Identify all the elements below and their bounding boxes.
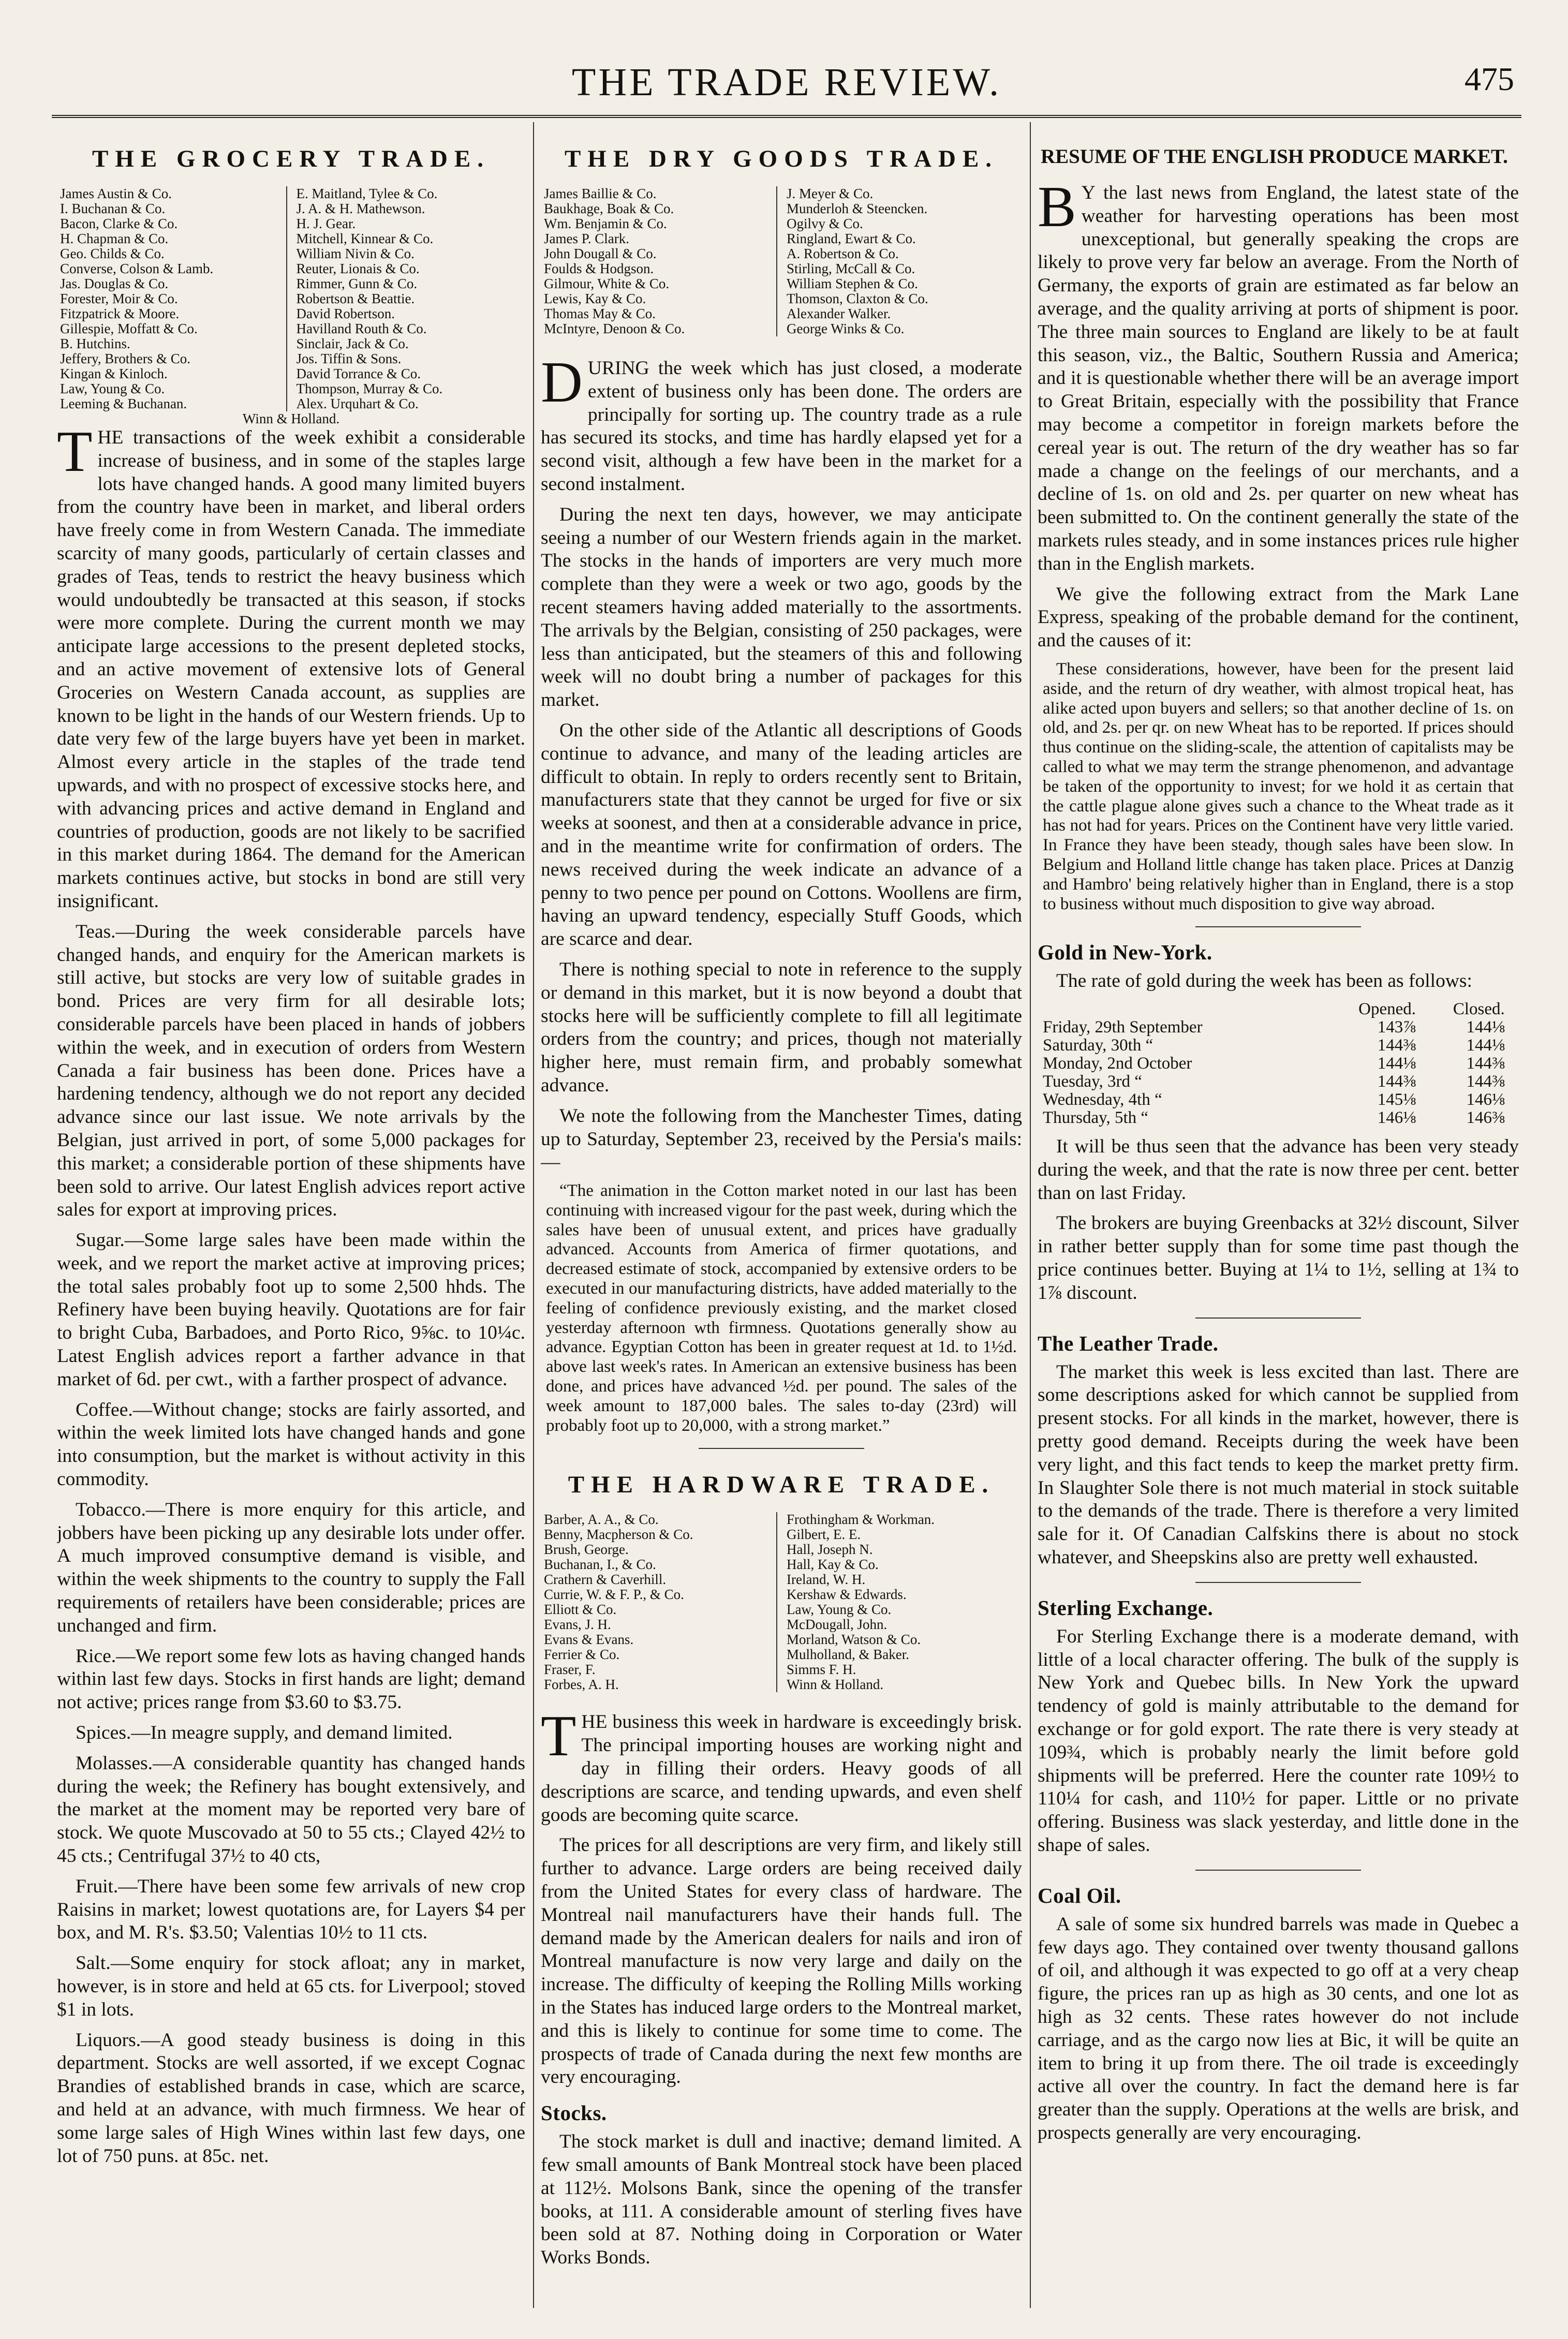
- hardware-firm-list: [544, 1512, 1019, 1692]
- firm-name-list: [776, 1512, 1019, 1692]
- column-2: [541, 122, 1022, 2308]
- coal-oil-heading: Coal Oil.: [1038, 1883, 1121, 1907]
- firm-name-list: [286, 186, 523, 411]
- table-row: [1043, 1018, 1505, 1037]
- firm-name: Crathern & Caverhill.: [544, 1572, 667, 1588]
- gold-closed-rate: 144⅜: [1466, 1072, 1505, 1091]
- sterling-heading: Sterling Exchange.: [1038, 1595, 1214, 1620]
- gold-closed-rate: 146⅜: [1466, 1108, 1505, 1128]
- firm-name: Leeming & Buchanan.: [60, 396, 187, 411]
- firm-name: Ringland, Ewart & Co.: [787, 231, 916, 246]
- firm-name: Elliott & Co.: [544, 1602, 617, 1618]
- produce-intro: B Y the last news from England, the latest state of the weather for harvesting operations has been most unexceptional, but generally speaking the crops are likely to prove very far below an average. From the North of Germany, the exports of grain are estimated as far below an average, and the quality arriving at ports of shipment is poor. The three main sources to England are likely to be at fault this season, viz., the Baltic, Southern Russia and America; and it is questionable whether there will be an average import to Great Britain, especially with the possibility that France may become a competitor in foreign markets before the cereal year is out. The return of the dry weather has so far made a change on the feelings of our merchants, and a decline of 1s. on old and 2s. per quarter on new wheat has been submitted to. On the continent generally the state of the markets rules steady, and in some instances prices rule higher than in the English markets.: [1038, 175, 1519, 574]
- gold-heading: Gold in New-York.: [1038, 940, 1212, 965]
- firm-name: Frothingham & Workman.: [787, 1512, 935, 1528]
- firm-name: Thompson, Murray & Co.: [296, 381, 443, 396]
- firm-name: McDougall, John.: [787, 1617, 887, 1633]
- firm-name: I. Buchanan & Co.: [60, 201, 166, 216]
- firm-name: Forester, Moir & Co.: [60, 291, 178, 306]
- grocery-intro: THE transactions of the week exhibit a considerable increase of business, and in some of the staples large lots have changed hands. A good many limited buyers from the country have been in market, and liberal orders have freely come in from Western Canada. The immediate scarcity of many goods, particularly of certain classes and grades of Teas, tends to restrict the heavy business which would undoubtedly be transacted at this season, if stocks were more complete. During the current month we may anticipate large accessions to the present depleted stocks, and an active movement of extensive lots of General Groceries on Western Canada account, as supplies are known to be light in the hands of our Western friends. Up to date very few of the large buyers have yet been in market. Almost every article in the staples of the trade tend upwards, and with no prospect of excessive stocks here, and with advancing prices and active demand in England and countries of production, goods are not likely to be sacrified in this market during 1864. The demand for the American markets continues active, but stocks in bond are still very insignificant.: [57, 420, 525, 912]
- gold-closed-rate: 146⅛: [1466, 1090, 1505, 1109]
- dry-goods-paragraph: There is nothing special to note in reference to the supply or demand in this market, but it is now beyond a doubt that stocks here will be sufficiently complete to fill all legitimate orders from the country; and prices, though not materially higher here, must remain firm, and probably somewhat advance.: [541, 958, 1022, 1096]
- hardware-paragraph: The prices for all descriptions are very firm, and likely still further to advance. Large orders are being received daily from the United States for every class of hardware. The Montreal nail manufacturers have their hands full. The demand made by the American dealers for nails and iron of Montreal manufacture is now very large and daily on the increase. The difficulty of keeping the Rolling Mills working in the States has induced large orders to the Montreal market, and this is likely to continue for some time to come. The prospects of trade of Canada during the next few months are very encouraging.: [541, 1834, 1022, 2088]
- firm-name: Thomson, Claxton & Co.: [787, 291, 928, 306]
- firm-name: Evans, J. H.: [544, 1617, 611, 1633]
- firm-name: Gilmour, White & Co.: [544, 276, 670, 291]
- firm-name: J. Meyer & Co.: [787, 186, 874, 201]
- firm-name-list: [776, 186, 1019, 336]
- section-rule: [1195, 926, 1361, 927]
- firm-name: E. Maitland, Tylee & Co.: [296, 186, 438, 201]
- masthead-rule: [52, 115, 1521, 122]
- gold-day: Saturday, 30th “: [1043, 1036, 1153, 1055]
- firm-name: Robertson & Beattie.: [296, 291, 415, 306]
- firm-name: Kingan & Kinloch.: [60, 366, 168, 381]
- firm-name: Munderloh & Steencken.: [787, 201, 928, 216]
- firm-name: William Stephen & Co.: [787, 276, 918, 291]
- firm-name: Gillespie, Moffatt & Co.: [60, 321, 198, 336]
- gold-opened-rate: 144⅛: [1377, 1054, 1416, 1073]
- firm-name: Havilland Routh & Co.: [296, 321, 427, 336]
- firm-name: Hall, Joseph N.: [787, 1542, 873, 1558]
- firm-name: Gilbert, E. E.: [787, 1527, 861, 1543]
- table-row: [1043, 1037, 1505, 1055]
- firm-name: Reuter, Lionais & Co.: [296, 261, 420, 276]
- firm-name-list: [544, 186, 776, 336]
- table-row: [1043, 1073, 1505, 1091]
- grocery-paragraph: Tobacco.—There is more enquiry for this article, and jobbers have been picking up any desirable lots under offer. A much improved consumptive demand is visible, and within the week shipments to the country to supply the Fall requirements of retailers have been considerable; prices are unchanged and firm.: [57, 1499, 525, 1636]
- hardware-heading: THE HARDWARE TRADE.: [568, 1471, 995, 1499]
- firm-name: Ferrier & Co.: [544, 1647, 620, 1663]
- firm-name: Mitchell, Kinnear & Co.: [296, 231, 434, 246]
- grocery-heading: THE GROCERY TRADE.: [92, 145, 490, 172]
- column-1: [57, 122, 525, 2308]
- gold-opened-rate: 144⅜: [1377, 1036, 1416, 1055]
- column-header-opened: Opened.: [1358, 1000, 1416, 1019]
- firm-name: Brush, George.: [544, 1542, 629, 1558]
- firm-name: Foulds & Hodgson.: [544, 261, 654, 276]
- firm-name: Rimmer, Gunn & Co.: [296, 276, 418, 291]
- gold-intro: The rate of gold during the week has been as follows:: [1056, 970, 1472, 992]
- firm-name: Fitzpatrick & Moore.: [60, 306, 180, 321]
- section-rule: [1195, 1870, 1361, 1871]
- grocery-paragraph: Sugar.—Some large sales have been made within the week, and we report the market active at improving prices; the total sales probably foot up to some 2,500 hhds. The Refinery have been buying heavily. Quotations are for fair to bright Cuba, Barbadoes, and Porto Rico, 9⅝c. to 10¼c. Latest English advices report a farther advance in that market of 6d. per cwt., with a farther prospect of advance.: [57, 1230, 525, 1390]
- gold-closed-rate: 144⅛: [1466, 1018, 1505, 1037]
- firm-name: Buchanan, I., & Co.: [544, 1557, 656, 1573]
- firm-name: Kershaw & Edwards.: [787, 1587, 907, 1603]
- column-divider: [1030, 122, 1031, 2308]
- firm-name: Law, Young & Co.: [787, 1602, 892, 1618]
- dry-goods-paragraph-list: [541, 504, 1022, 1174]
- table-row: [1043, 1109, 1505, 1127]
- firm-name: Geo. Childs & Co.: [60, 246, 165, 261]
- dry-goods-heading: THE DRY GOODS TRADE.: [564, 145, 999, 172]
- gold-paragraph: The brokers are buying Greenbacks at 32½ discount, Silver in rather better supply than for some time past though the price continues better. Buying at 1¼ to 1½, selling at 1¾ to 1⅞ discount.: [1038, 1212, 1519, 1304]
- gold-opened-rate: 144⅜: [1377, 1072, 1416, 1091]
- firm-name: Ogilvy & Co.: [787, 216, 863, 231]
- firm-name: Evans & Evans.: [544, 1632, 634, 1648]
- newspaper-title: THE TRADE REVIEW.: [571, 61, 1002, 104]
- firm-name: William Nivin & Co.: [296, 246, 415, 261]
- firm-name: Alexander Walker.: [787, 306, 891, 321]
- firm-name: James P. Clark.: [544, 231, 629, 246]
- firm-name: Currie, W. & F. P., & Co.: [544, 1587, 684, 1603]
- firm-name: Winn & Holland.: [242, 411, 340, 426]
- drop-cap: T: [57, 420, 93, 484]
- grocery-paragraph: Spices.—In meagre supply, and demand limited.: [76, 1722, 453, 1744]
- firm-name: Jeffery, Brothers & Co.: [60, 351, 190, 366]
- grocery-paragraph: Coffee.—Without change; stocks are fairly assorted, and within the week limited lots have changed hands and gone into consumption, but the market is without activity in this commodity.: [57, 1399, 525, 1490]
- firm-name: Bacon, Clarke & Co.: [60, 216, 178, 231]
- grocery-paragraph: Teas.—During the week considerable parcels have changed hands, and enquiry for the American markets is still active, but stocks are very low of suitable grades in bond. Prices are very firm for all desirable lots; considerable parcels have been placed in hands of jobbers within the week, and in execution of orders from Western Canada a fair business has been done. Prices have a hardening tendency, although we do not report any decided advance since our last issue. We note arrivals by the Belgian, just arrived in port, of some 5,000 packages for this market; a considerable portion of these shipments have been sold to arrive. Our latest English advices report active sales for export at improving prices.: [57, 921, 525, 1221]
- firm-name: Winn & Holland.: [787, 1677, 884, 1693]
- gold-closed-rate: 144⅛: [1466, 1036, 1505, 1055]
- firm-name: Converse, Colson & Lamb.: [60, 261, 214, 276]
- mark-lane-extract: These considerations, however, have been for the present laid aside, and the return of dry weather, with almost tropical heat, has alike acted upon buyers and sellers; so that another decline of 1s. on old, and 2s. per qr. on new Wheat has to be reported. If prices should thus continue on the sliding-scale, the attention of capitalists may be called to what we may term the strange phenomenon, and advantage be taken of the opportunity to invest; for we hold it as certain that the cattle plague alone gives such a chance to the Wheat trade as it has not had for years. Prices on the Continent have very little varied. In France they have been steady, though sales have been slow. In Belgium and Holland little change has taken place. Prices at Danzig and Hambro' being relatively higher than in England, there is a stop to business without much disposition to give way abroad.: [1043, 659, 1514, 913]
- firm-name: Mulholland, & Baker.: [787, 1647, 909, 1663]
- grocery-paragraph: Liquors.—A good steady business is doing in this department. Stocks are well assorted, if we except Cognac Brandies of established brands in case, which are scarce, and held at an advance, with much firmness. We hear of some large sales of High Wines within last few days, one lot of 750 puns. at 85c. net.: [57, 2029, 525, 2167]
- dry-goods-paragraph: On the other side of the Atlantic all descriptions of Goods continue to advance, and many of the leading articles are difficult to obtain. In reply to orders recently sent to Britain, manufacturers state that they cannot be urged for five or six weeks at soonest, and then at a considerable advance in price, and in the meantime write for confirmation of orders. The news received during the week indicate an advance of a penny to two pence per pound on Cottons. Woollens are firm, having an upward tendency, especially Stuff Goods, which are scarce and dear.: [541, 719, 1022, 950]
- firm-name: James Austin & Co.: [60, 186, 172, 201]
- firm-name: David Torrance & Co.: [296, 366, 421, 381]
- grocery-paragraph: Molasses.—A considerable quantity has changed hands during the week; the Refinery has bought extensively, and the market at the moment may be reported very bare of stock. We quote Muscovado at 50 to 55 cts.; Clayed 42½ to 45 cts.; Centrifugal 37½ to 40 cts,: [57, 1752, 525, 1867]
- firm-name: Simms F. H.: [787, 1662, 856, 1678]
- firm-name: Forbes, A. H.: [544, 1677, 619, 1693]
- gold-opened-rate: 145⅛: [1377, 1090, 1416, 1109]
- firm-name: Barber, A. A., & Co.: [544, 1512, 659, 1528]
- column-divider: [533, 122, 534, 2308]
- stocks-paragraph: The stock market is dull and inactive; demand limited. A few small amounts of Bank Montreal stock have been placed at 112½. Molsons Bank, since the opening of the transfer books, at 111. A considerable amount of sterling fives have been sold at 87. Nothing doing in Corporation or Water Works Bonds.: [541, 2131, 1022, 2269]
- dry-goods-intro: DURING the week which has just closed, a moderate extent of business only has been done. The orders are principally for sorting up. The country trade as a rule has secured its stocks, and time has hardly elapsed yet for a second visit, although a few have been in the market for a second instalment.: [541, 350, 1022, 495]
- page-number: 475: [1465, 61, 1514, 97]
- leather-heading: The Leather Trade.: [1038, 1331, 1219, 1355]
- grocery-paragraph-list: [57, 921, 525, 2168]
- sterling-paragraph: For Sterling Exchange there is a moderate demand, with little of a local character offering. The bulk of the supply is New York and Quebec bills. In New York the upward tendency of gold is mainly attributable to the demand for exchange or for gold export. The rate there is very steady at 109¾, which is probably nearly the limit before gold shipments will be preferred. Here the counter rate 109½ to 110¼ for cash, and 110½ for paper. Little or no private offering. Business was slack yesterday, and little done in the shape of sales.: [1038, 1625, 1519, 1856]
- firm-name: Lewis, Kay & Co.: [544, 291, 646, 306]
- manchester-times-quote: “The animation in the Cotton market noted in our last has been continuing with increased vigour for the past week, during which the sales have been of unusual extent, and prices have gradually advanced. Accounts from America of firmer quotations, and decreased estimate of stock, accompanied by extensive orders to be executed in our manufacturing districts, have added materially to the feeling of confidence previously existing, and the market closed yesterday afternoon wth firmness. Quotations generally show au advance. Egyptian Cotton has been in greater request at 1d. to 1½d. above last week's rates. In American an extensive business has been done, and prices have advanced ½d. per pound. The sales of the week amount to 187,000 bales. The sales to-day (23rd) will probably foot up to 20,000, with a strong market.”: [546, 1181, 1017, 1435]
- gold-day: Monday, 2nd October: [1043, 1054, 1192, 1073]
- drop-cap: D: [541, 350, 583, 414]
- firm-name: Baukhage, Boak & Co.: [544, 201, 674, 216]
- firm-name: H. J. Gear.: [296, 216, 356, 231]
- masthead: [52, 56, 1521, 113]
- firm-name: David Robertson.: [296, 306, 395, 321]
- firm-name: A. Robertson & Co.: [787, 246, 899, 261]
- firm-name: James Baillie & Co.: [544, 186, 657, 201]
- hardware-intro: THE business this week in hardware is exceedingly brisk. The principal importing houses are working night and day in filling their orders. Heavy goods of all descriptions are scarce, and tending upwards, and even shelf goods are becoming quite scarce.: [541, 1704, 1022, 1826]
- grocery-paragraph: Salt.—Some enquiry for stock afloat; any in market, however, is in store and held at 65 cts. for Liverpool; stoved $1 in lots.: [57, 1952, 525, 2020]
- section-rule: [1195, 1582, 1361, 1583]
- gold-closed-rate: 144⅜: [1466, 1054, 1505, 1073]
- firm-name: Jas. Douglas & Co.: [60, 276, 169, 291]
- firm-name-list: [60, 186, 286, 411]
- firm-name-list: [544, 1512, 776, 1692]
- gold-day: Friday, 29th September: [1043, 1018, 1203, 1037]
- grocery-paragraph: Fruit.—There have been some few arrivals of new crop Raisins in market; lowest quotations are, for Layers $4 per box, and M. R's. $3.50; Valentias 10½ to 11 cts.: [57, 1875, 525, 1944]
- column-3: [1038, 122, 1519, 2308]
- hardware-paragraph-list: [541, 1834, 1022, 2089]
- dry-goods-firm-list: [544, 186, 1019, 336]
- produce-lead: We give the following extract from the Mark Lane Express, speaking of the probable demand for the continent, and the causes of it:: [1038, 583, 1519, 652]
- gold-paragraph: It will be thus seen that the advance has been very steady during the week, and that the rate is now three per cent. better than on last Friday.: [1038, 1136, 1519, 1204]
- gold-rate-table: [1043, 1000, 1505, 1127]
- drop-cap: T: [541, 1704, 576, 1769]
- firm-name: McIntyre, Denoon & Co.: [544, 321, 685, 336]
- produce-heading: RESUME OF THE ENGLISH PRODUCE MARKET.: [1041, 145, 1508, 168]
- grocery-paragraph: Rice.—We report some few lots as having changed hands within last few days. Stocks in first hands are light; demand not active; prices range from $3.60 to $3.75.: [57, 1645, 525, 1713]
- gold-day: Wednesday, 4th “: [1043, 1090, 1162, 1109]
- firm-name: George Winks & Co.: [787, 321, 905, 336]
- table-row: [1043, 1091, 1505, 1109]
- firm-name: Fraser, F.: [544, 1662, 596, 1678]
- firm-name: Ireland, W. H.: [787, 1572, 866, 1588]
- firm-name: Law, Young & Co.: [60, 381, 165, 396]
- firm-name: Thomas May & Co.: [544, 306, 656, 321]
- firm-name: Alex. Urquhart & Co.: [296, 396, 419, 411]
- firm-name: J. A. & H. Mathewson.: [296, 201, 425, 216]
- grocery-firm-list: [60, 186, 522, 411]
- firm-name: Wm. Benjamin & Co.: [544, 216, 667, 231]
- column-header-closed: Closed.: [1453, 1000, 1505, 1019]
- firm-name: B. Hutchins.: [60, 336, 130, 351]
- firm-name: Morland, Watson & Co.: [787, 1632, 921, 1648]
- leather-paragraph: The market this week is less excited than last. There are some descriptions asked for which cannot be supplied from present stocks. For all kinds in the market, however, there is pretty good demand. Receipts during the week have been very light, and this fact tends to keep the market pretty firm. In Slaughter Sole there is not much material in stock suitable to the demands of the trade. There is therefore a very limited sale for it. Of Canadian Calfskins there is about no stock whatever, and Sheepskins also are pretty well exhausted.: [1038, 1361, 1519, 1568]
- gold-day: Tuesday, 3rd “: [1043, 1072, 1142, 1091]
- drop-cap: B: [1038, 175, 1076, 239]
- firm-name: Jos. Tiffin & Sons.: [296, 351, 402, 366]
- gold-day: Thursday, 5th “: [1043, 1108, 1149, 1128]
- section-rule: [699, 1448, 864, 1449]
- firm-name: H. Chapman & Co.: [60, 231, 169, 246]
- gold-opened-rate: 146⅛: [1377, 1108, 1416, 1128]
- firm-name: Sinclair, Jack & Co.: [296, 336, 409, 351]
- firm-name: John Dougall & Co.: [544, 246, 657, 261]
- firm-name: Stirling, McCall & Co.: [787, 261, 915, 276]
- firm-name: Benny, Macpherson & Co.: [544, 1527, 693, 1543]
- dry-goods-paragraph: During the next ten days, however, we may anticipate seeing a number of our Western friends again in the market. The stocks in the hands of importers are very much more complete than they were a week or two ago, goods by the recent steamers having added materially to the assortments. The arrivals by the Belgian, consisting of 250 packages, were less than anticipated, but the steamers of this and following week will no doubt bring a number of packages for this market.: [541, 504, 1022, 711]
- coal-oil-paragraph: A sale of some six hundred barrels was made in Quebec a few days ago. They contained over twenty thousand gallons of oil, and although it was expected to go off at a very cheap figure, the prices ran up as high as 30 cents, and one lot as high as 32 cents. These rates however do not include carriage, and as the cargo now lies at Bic, it will be quite an item to bring it up from there. The oil trade is exceedingly active all over the country. In fact the demand here is far greater than the supply. Operations at the wells are brisk, and prospects generally are very encouraging.: [1038, 1913, 1519, 2143]
- table-row: [1043, 1055, 1505, 1073]
- stocks-heading: Stocks.: [541, 2101, 607, 2125]
- firm-name: Hall, Kay & Co.: [787, 1557, 879, 1573]
- dry-goods-paragraph: We note the following from the Manchester Times, dating up to Saturday, September 23, received by the Persia's mails:—: [541, 1105, 1022, 1173]
- gold-opened-rate: 143⅞: [1377, 1018, 1416, 1037]
- section-rule: [1195, 1317, 1361, 1319]
